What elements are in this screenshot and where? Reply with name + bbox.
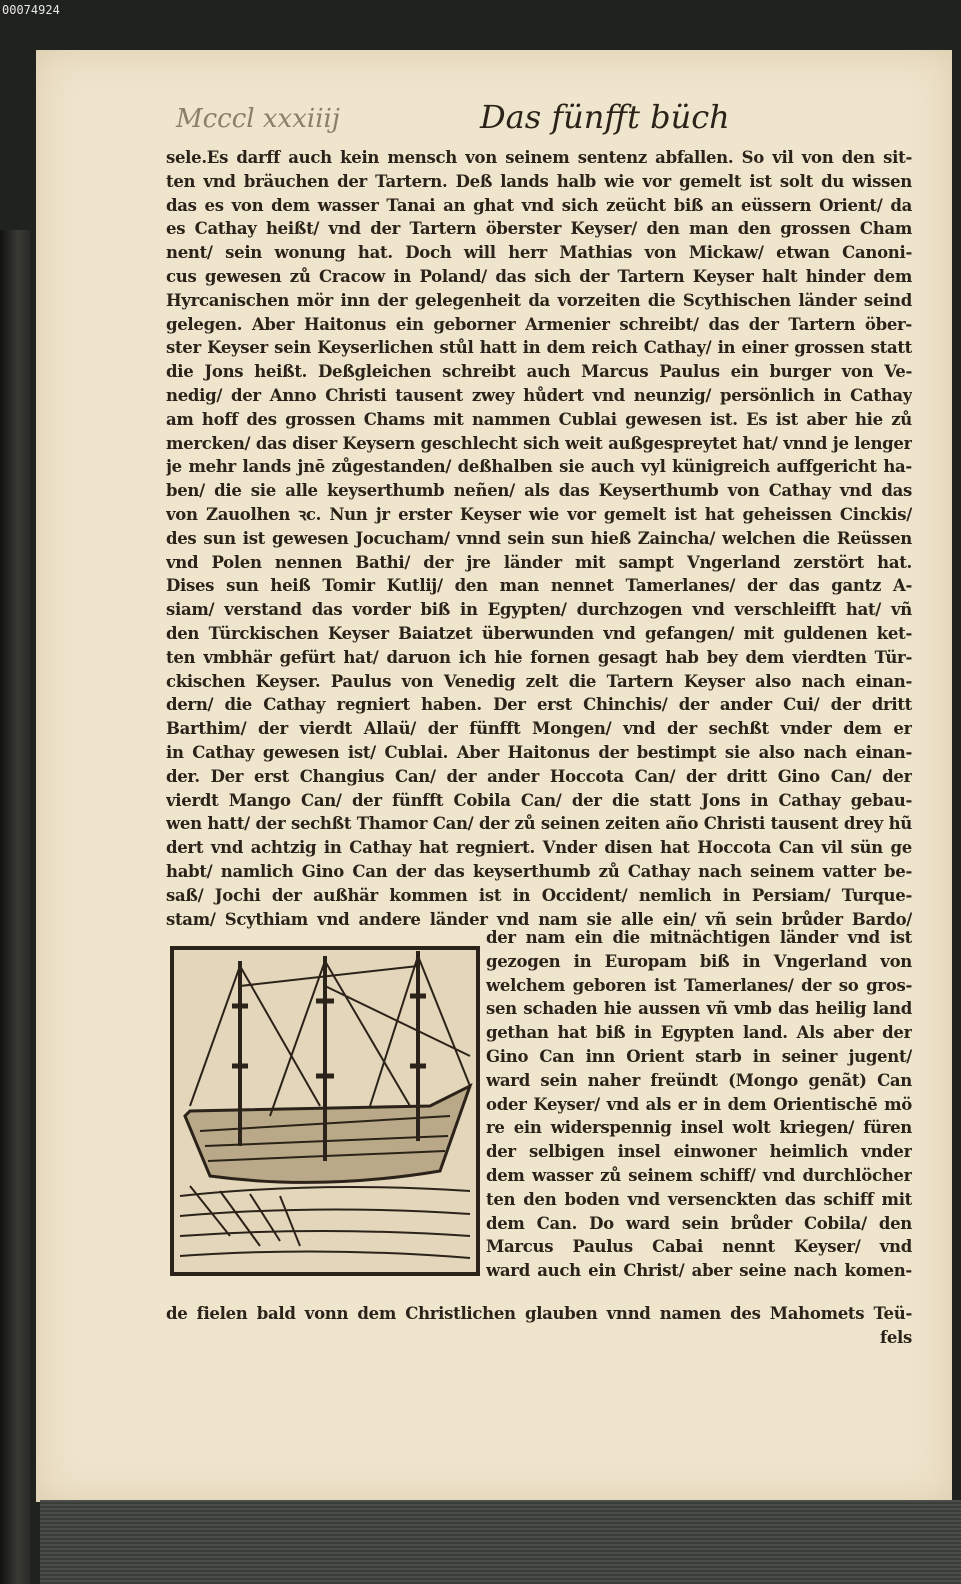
text-line: habt/ namlich Gino Can der das keyserthumb zů Cathay nach seinem vatter be- [166, 861, 912, 881]
text-line: gelegen. Aber Haitonus ein geborner Armenier schreibt/ das der Tartern öber- [166, 314, 912, 334]
text-line: Hyrcanischen mör inn der gelegenheit da vorzeiten die Scythischen länder seind [166, 290, 912, 310]
text-line: wen hatt/ der sechßt Thamor Can/ der zů seinen zeiten año Christi tausent drey hũ [166, 814, 912, 834]
page-stack-edge [40, 1500, 961, 1584]
text-line: vnd Polen nennen Bathi/ der jre länder mit sampt Vngerland zerstört hat. [166, 552, 912, 572]
scan-id: 00074924 [2, 3, 60, 17]
text-line: ten vmbhär gefürt hat/ daruon ich hie fornen gesagt hab bey dem vierdten Tür- [166, 647, 912, 667]
text-line: der selbigen insel einwoner heimlich vnder [486, 1142, 912, 1162]
text-line: oder Keyser/ vnd als er in dem Orientischē mö [486, 1094, 912, 1114]
text-line: je mehr lands jnē zůgestanden/ deßhalben sie auch vyl künigreich auffgericht ha- [166, 457, 912, 477]
text-line: re ein widerspennig insel wolt kriegen/ füren [486, 1118, 912, 1138]
text-line: gezogen in Europam biß in Vngerland von [486, 951, 912, 971]
text-line: de fielen bald vonn dem Christlichen glauben vnnd namen des Mahomets Teü- [166, 1304, 912, 1323]
text-line: dem Can. Do ward sein brůder Cobila/ den [486, 1213, 912, 1233]
text-line: Gino Can inn Orient starb in seiner jugent/ [486, 1046, 912, 1066]
text-line: den Türckischen Keyser Baiatzet überwunden vnd gefangen/ mit guldenen ket- [166, 623, 912, 643]
running-head: Das fünfft büch [480, 98, 730, 136]
text-line: ward sein naher freündt (Mongo genãt) Can [486, 1070, 912, 1090]
text-line: von Zauolhen ꝛc. Nun jr erster Keyser wie vor gemelt ist hat geheissen Cinckis/ [166, 504, 912, 524]
body-text [166, 146, 912, 931]
text-line: der. Der erst Changius Can/ der ander Hoccota Can/ der dritt Gino Can/ der [166, 766, 912, 786]
text-line: welchem geboren ist Tamerlanes/ der so gros- [486, 975, 912, 995]
text-line: mercken/ das diser Keysern geschlecht sich weit außgespreytet hat/ vnnd je lenger [166, 433, 912, 453]
text-beside-illustration [486, 926, 912, 1283]
text-line: Barthim/ der vierdt Allaü/ der fünfft Mongen/ vnd der sechßt vnder dem er [166, 719, 912, 739]
ship-woodcut-illustration [170, 946, 480, 1276]
text-line: ben/ die sie alle keyserthumb neñen/ als das Keyserthumb von Cathay vnd das [166, 481, 912, 501]
text-line: nedig/ der Anno Christi tausent zwey hůdert vnd neunzig/ persönlich in Cathay [166, 385, 912, 405]
catchword: fels [880, 1327, 912, 1347]
text-line: es Cathay heißt/ vnd der Tartern öberster Keyser/ den man den grossen Cham [166, 219, 912, 239]
text-line: Dises sun heiß Tomir Kutlij/ den man nennet Tamerlanes/ der das gantz A- [166, 576, 912, 596]
closing-text [166, 1302, 912, 1350]
text-line: am hoff des grossen Chams mit nammen Cublai gewesen ist. Es ist aber hie zů [166, 409, 912, 429]
book-spine-edge [0, 230, 30, 1584]
text-line: die Jons heißt. Deßgleichen schreibt auch Marcus Paulus ein burger von Ve- [166, 362, 912, 382]
text-line: gethan hat biß in Egypten land. Als aber der [486, 1023, 912, 1043]
text-line: ster Keyser sein Keyserlichen stůl hatt in dem reich Cathay/ in einer grossen statt [166, 338, 912, 358]
text-line: des sun ist gewesen Jocucham/ vnnd sein sun hieß Zaincha/ welchen die Reüssen [166, 528, 912, 548]
text-line: der nam ein die mitnächtigen länder vnd ist [486, 928, 912, 947]
text-line: ten den boden vnd versenckten das schiff mit [486, 1189, 912, 1209]
text-line: sen schaden hie aussen vñ vmb das heilig land [486, 999, 912, 1019]
text-line: ten vnd bräuchen der Tartern. Deß lands halb wie vor gemelt ist solt du wissen [166, 171, 912, 191]
text-line: Marcus Paulus Cabai nennt Keyser/ vnd [486, 1237, 912, 1257]
text-line: in Cathay gewesen ist/ Cublai. Aber Haitonus der bestimpt sie also nach einan- [166, 742, 912, 762]
text-line: nent/ sein wonung hat. Doch will herr Mathias von Mickaw/ etwan Canoni- [166, 243, 912, 263]
text-line: dem wasser zů seinem schiff/ vnd durchlöcher [486, 1165, 912, 1185]
text-line: das es von dem wasser Tanai an ghat vnd sich zeücht biß an eüssern Orient/ da [166, 195, 912, 215]
text-line: ward auch ein Christ/ aber seine nach komen- [486, 1261, 912, 1281]
text-line: cus gewesen zů Cracow in Poland/ das sich der Tartern Keyser halt hinder dem [166, 266, 912, 286]
text-line: vierdt Mango Can/ der fünfft Cobila Can/ der die statt Jons in Cathay gebau- [166, 790, 912, 810]
folio-number: Mcccl xxxiiij [176, 104, 340, 134]
text-line: siam/ verstand das vorder biß in Egypten/ durchzogen vnd verschleifft hat/ vñ [166, 600, 912, 620]
text-line: dern/ die Cathay regniert haben. Der erst Chinchis/ der ander Cui/ der dritt [166, 695, 912, 715]
text-line: saß/ Jochi der außhär kommen ist in Occident/ nemlich in Persiam/ Turque- [166, 885, 912, 905]
text-line: ckischen Keyser. Paulus von Venedig zelt die Tartern Keyser also nach einan- [166, 671, 912, 691]
text-line: dert vnd achtzig in Cathay hat regniert. Vnder disen hat Hoccota Can vil sün ge [166, 838, 912, 858]
text-line: stam/ Scythiam vnd andere länder vnd nam sie alle ein/ vñ sein brůder Bardo/ [166, 909, 912, 929]
text-line: sele.Es darff auch kein mensch von seinem sentenz abfallen. So vil von den sit- [166, 148, 912, 167]
